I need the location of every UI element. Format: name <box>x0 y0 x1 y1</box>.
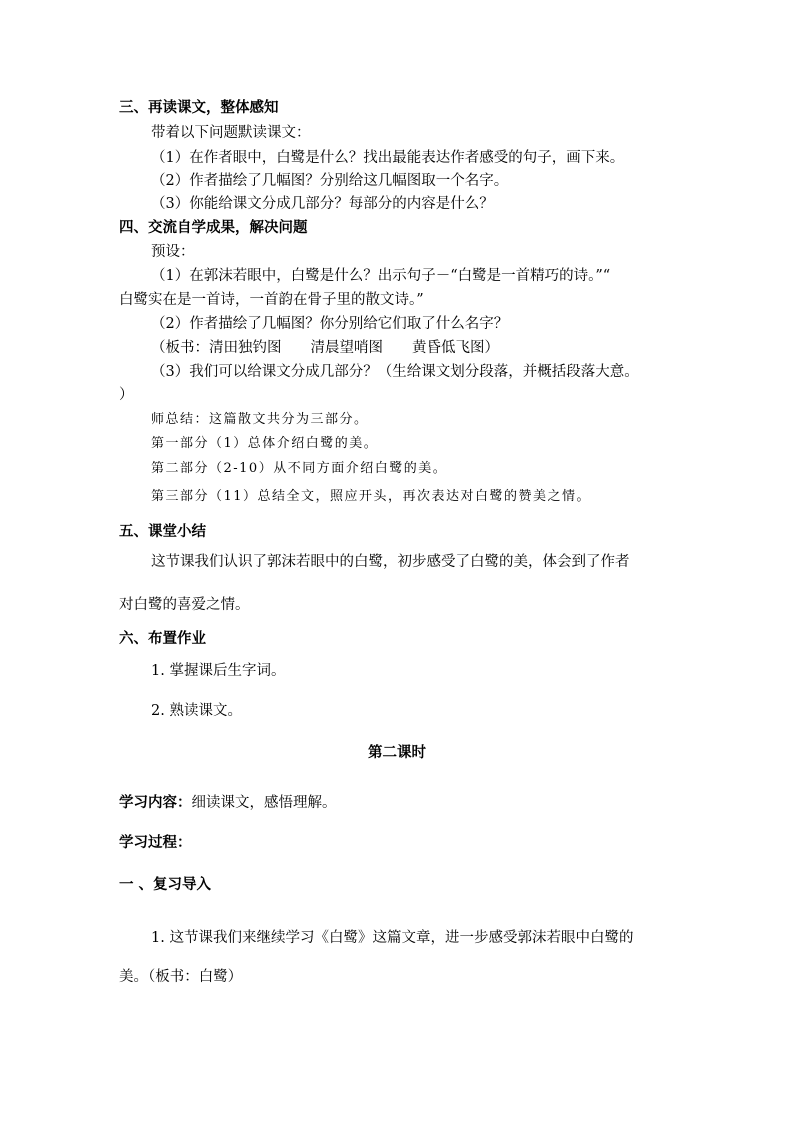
review-intro-line2: 美。（板书：白鹭） <box>119 969 243 985</box>
section3-question-1: （1）在作者眼中，白鹭是什么？找出最能表达作者感受的句子，画下来。 <box>151 150 625 166</box>
learning-process-label: 学习过程： <box>119 835 192 851</box>
lesson2-title: 第二课时 <box>368 745 426 761</box>
teacher-summary: 师总结：这篇散文共分为三部分。 <box>151 412 369 427</box>
section5-heading: 五、课堂小结 <box>119 524 206 540</box>
section3-question-3: （3）你能给课文分成几部分？每部分的内容是什么？ <box>151 196 494 212</box>
section5-line1: 这节课我们认识了郭沫若眼中的白鹭，初步感受了白鹭的美，体会到了作者 <box>151 554 630 570</box>
summary-part-1: 第一部分（1）总体介绍白鹭的美。 <box>151 436 379 451</box>
learning-content-label: 学习内容： <box>119 795 192 811</box>
section4-answer-2: （2）作者描绘了几幅图？你分别给它们取了什么名字？ <box>151 316 509 332</box>
section6-heading: 六、布置作业 <box>119 631 206 647</box>
section5-line2: 对白鹭的喜爱之情。 <box>119 597 250 613</box>
review-intro-line1: 1. 这节课我们来继续学习《白鹭》这篇文章，进一步感受郭沫若眼中白鹭的 <box>151 930 634 946</box>
section4-board-notes: （板书：清田独钓图 清晨望哨图 黄昏低飞图） <box>151 340 499 356</box>
section4-answer-1-line1: （1）在郭沫若眼中，白鹭是什么？出示句子－“白鹭是一首精巧的诗。”“ <box>151 268 611 284</box>
section3-question-2: （2）作者描绘了几幅图？分别给这几幅图取一个名字。 <box>151 173 509 189</box>
homework-item-2: 2. 熟读课文。 <box>151 703 242 719</box>
section4-answer-3-line1: （3）我们可以给课文分成几部分？（生给课文划分段落，并概括段落大意。 <box>151 364 639 380</box>
section3-heading: 三、再读课文，整体感知 <box>119 100 279 116</box>
section4-heading: 四、交流自学成果，解决问题 <box>119 220 308 236</box>
section4-answer-1-line2: 白鹭实在是一首诗，一首韵在骨子里的散文诗。” <box>119 292 424 308</box>
review-intro-heading: 一 、复习导入 <box>119 877 212 893</box>
learning-content <box>119 794 337 812</box>
homework-item-1: 1. 掌握课后生字词。 <box>151 663 286 679</box>
learning-content-text: 细读课文，感悟理解。 <box>191 795 337 811</box>
summary-part-2: 第二部分（2-10）从不同方面介绍白鹭的美。 <box>151 461 448 476</box>
section4-preset: 预设： <box>151 244 195 260</box>
section4-answer-3-line2: ） <box>119 387 134 403</box>
summary-part-3: 第三部分（11）总结全文，照应开头，再次表达对白鹭的赞美之情。 <box>151 489 592 504</box>
section3-intro: 带着以下问题默读课文： <box>151 125 311 141</box>
